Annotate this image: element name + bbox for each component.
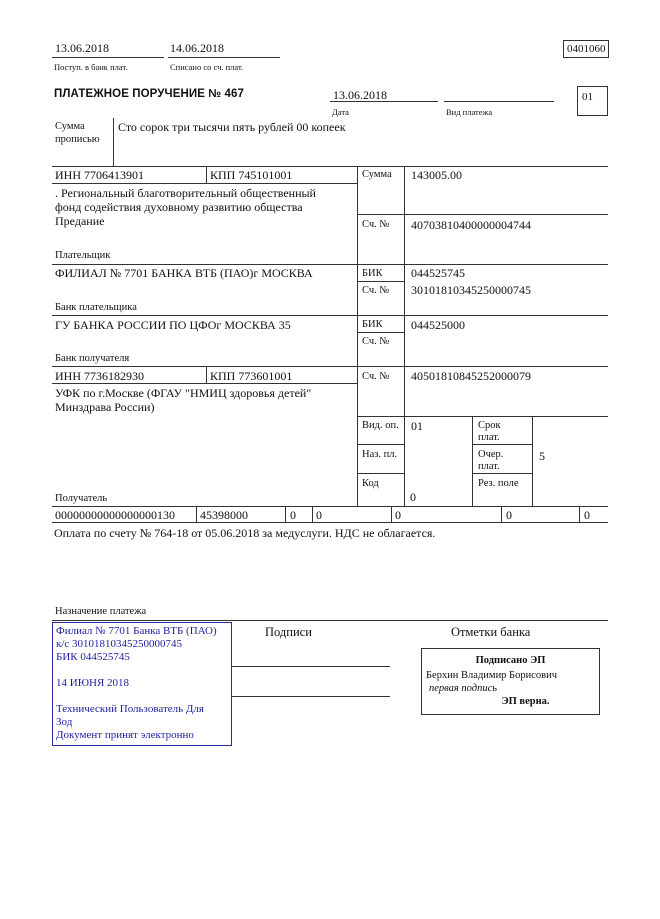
received-label: Поступ. в банк плат.: [54, 62, 128, 72]
bank-stamp-date: 14 ИЮНЯ 2018: [56, 677, 130, 689]
payer-name-line-3: Предание: [55, 214, 105, 228]
e-signature-title: Подписано ЭП: [475, 655, 546, 666]
payer-bank-account-label: Сч. №: [362, 285, 390, 296]
ocher-value: 5: [539, 449, 545, 463]
payee-bank-bik: 044525000: [411, 318, 465, 332]
payer-bank-bik-label: БИК: [362, 268, 383, 279]
payer-kpp: КПП 745101001: [210, 168, 293, 182]
payee-bank-bik-label: БИК: [362, 319, 383, 330]
srok-label-2: плат.: [478, 432, 500, 443]
kod-label: Код: [362, 478, 379, 489]
bank-stamp-line-9: Документ принят электронно: [56, 729, 194, 741]
e-signature-signer: Берхин Владимир Борисович: [426, 670, 557, 681]
date-label: Дата: [332, 107, 349, 117]
payer-bank-account: 30101810345250000745: [411, 283, 531, 297]
tax-field-6: 0: [506, 508, 512, 522]
bank-stamp-line-7: Технический Пользователь Для: [56, 703, 204, 715]
payee-inn: ИНН 7736182930: [55, 369, 144, 383]
payer-bank-bik: 044525745: [411, 266, 465, 280]
payer-account-value: 40703810400000004744: [411, 218, 531, 232]
tax-field-1: 00000000000000000130: [55, 508, 175, 522]
bank-stamp: [52, 622, 232, 746]
payee-kpp: КПП 773601001: [210, 369, 293, 383]
debited-label: Списано со сч. плат.: [170, 62, 244, 72]
bank-stamp-line-1: Филиал № 7701 Банка ВТБ (ПАО): [56, 625, 217, 637]
payer-bank-name: ФИЛИАЛ № 7701 БАНКА ВТБ (ПАО)г МОСКВА: [55, 266, 313, 280]
payee-account-label: Сч. №: [362, 371, 390, 382]
amount-value: 143005.00: [411, 168, 462, 182]
payment-purpose-text: Оплата по счету № 764-18 от 05.06.2018 за медуслуги. НДС не облагается.: [54, 526, 436, 540]
kod-value: 0: [410, 490, 416, 504]
e-signature-status: ЭП верна.: [501, 696, 550, 707]
payment-type-label: Вид платежа: [446, 107, 493, 117]
tax-field-3: 0: [290, 508, 296, 522]
amount-label: Сумма: [362, 169, 392, 180]
debited-date: 14.06.2018: [170, 41, 224, 55]
payment-purpose-label: Назначение платежа: [55, 606, 147, 617]
tax-field-7: 0: [584, 508, 590, 522]
payer-label: Плательщик: [55, 250, 111, 261]
bank-stamp-spacer: [56, 664, 228, 677]
bank-stamp-line-3: БИК 044525745: [56, 651, 130, 663]
payee-bank-name: ГУ БАНКА РОССИИ ПО ЦФОг МОСКВА 35: [55, 318, 291, 332]
payee-account: 40501810845252000079: [411, 369, 531, 383]
amount-words-label-1: Сумма: [55, 121, 85, 132]
bank-stamp-line-8: Зод: [56, 716, 73, 728]
bank-stamp-spacer: [56, 690, 228, 703]
bank-stamp-line-2: к/с 30101810345250000745: [56, 638, 183, 650]
ocher-label-2: плат.: [478, 461, 500, 472]
payer-name-line-2: фонд содействия духовному развитию общества: [55, 200, 303, 214]
form-code: 0401060: [563, 40, 609, 58]
payer-name-line-1: . Региональный благотворительный общественный: [55, 186, 316, 200]
amount-words-value: Сто сорок три тысячи пять рублей 00 копеек: [118, 120, 346, 134]
payee-name-line-2: Минздрава России): [55, 400, 155, 414]
document-date: 13.06.2018: [333, 88, 387, 102]
tax-field-5: 0: [395, 508, 401, 522]
bank-marks-label: Отметки банка: [451, 625, 531, 639]
payer-account-label: Сч. №: [362, 219, 390, 230]
tax-field-2: 45398000: [200, 508, 248, 522]
payer-bank-label: Банк плательщика: [55, 302, 137, 313]
payee-name-line-1: УФК по г.Москве (ФГАУ "НМИЦ здоровья детей": [55, 386, 312, 400]
tax-field-4: 0: [316, 508, 322, 522]
amount-words-label-2: прописью: [55, 134, 100, 145]
payee-bank-label: Банк получателя: [55, 353, 130, 364]
payer-inn: ИНН 7706413901: [55, 168, 144, 182]
signatures-label: Подписи: [265, 625, 312, 639]
srok-label-1: Срок: [478, 420, 501, 431]
rez-label: Рез. поле: [478, 478, 519, 489]
vid-op-label: Вид. оп.: [362, 420, 399, 431]
e-signature-box: [421, 648, 600, 715]
ocher-label-1: Очер.: [478, 449, 504, 460]
payee-label: Получатель: [55, 493, 108, 504]
e-signature-role: первая подпись: [429, 683, 498, 694]
document-title: ПЛАТЕЖНОЕ ПОРУЧЕНИЕ № 467: [54, 88, 245, 100]
payee-bank-account-label: Сч. №: [362, 336, 390, 347]
naz-pl-label: Наз. пл.: [362, 449, 398, 460]
status-code-box: 01: [577, 86, 608, 116]
vid-op-value: 01: [411, 419, 423, 433]
received-date: 13.06.2018: [55, 41, 109, 55]
